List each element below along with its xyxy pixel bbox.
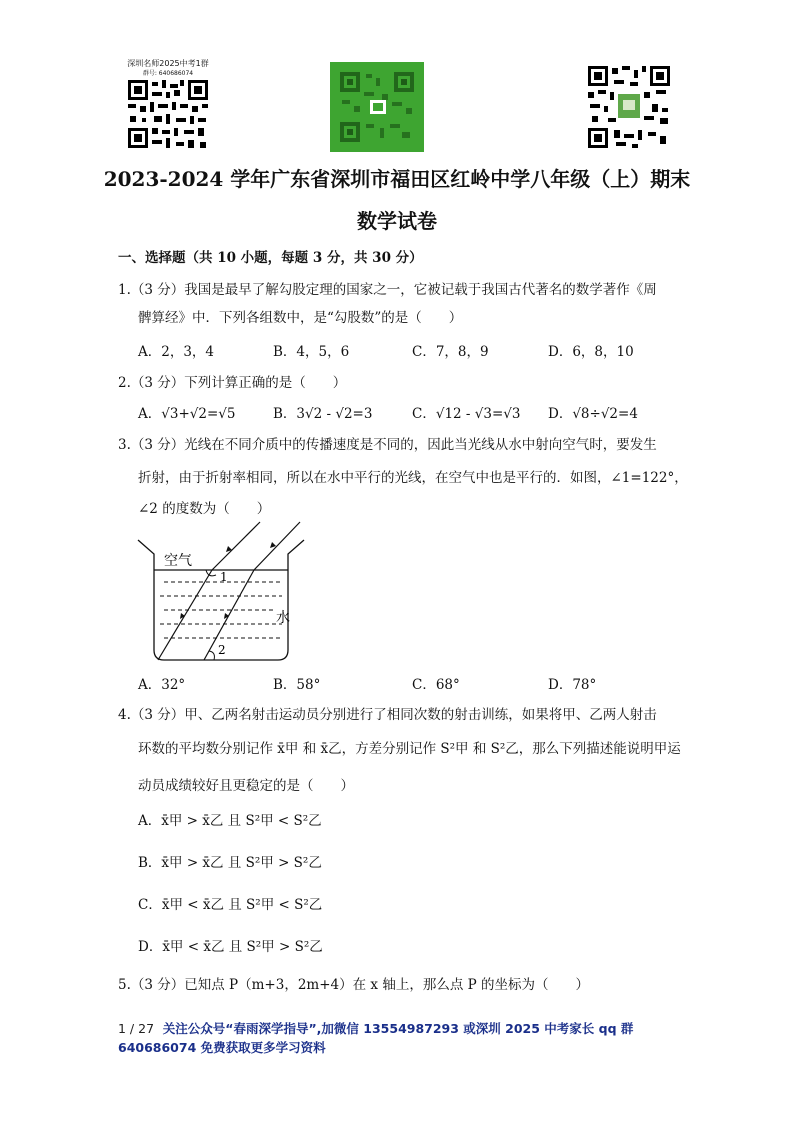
q1-option-d: D．6，8，10	[548, 344, 634, 360]
footer-promo-line2: 640686074 免费获取更多学习资料	[118, 1040, 326, 1055]
q2-option-c-prefix: C．	[412, 406, 436, 422]
qr-left-pattern	[126, 78, 210, 150]
q2-option-c	[412, 402, 520, 422]
q3-option-b: B．58°	[273, 677, 321, 693]
qr-code-right	[586, 64, 672, 150]
q3-stem-line3: ∠2 的度数为（ ）	[138, 501, 271, 517]
q2-option-b	[273, 402, 372, 422]
exam-title-line1: 2023-2024 学年广东省深圳市福田区红岭中学八年级（上）期末	[103, 167, 691, 191]
q1-stem-line2: 髀算经》中．下列各组数中，是“勾股数”的是（ ）	[138, 310, 463, 326]
q3-stem-line1: 3.（3 分）光线在不同介质中的传播速度是不同的，因此当光线从水中射向空气时，要发生	[118, 437, 657, 453]
q1-option-a: A．2，3，4	[138, 344, 215, 360]
q2-option-d-text: √8÷√2=4	[572, 406, 638, 422]
q2-stem: 2.（3 分）下列计算正确的是（ ）	[118, 375, 347, 391]
q3-fig-angle2-label: 2	[218, 643, 226, 657]
q3-fig-air-label: 空气	[164, 553, 192, 569]
q1-stem-line1: 1.（3 分）我国是最早了解勾股定理的国家之一，它被记载于我国古代著名的数学著作《周	[118, 282, 657, 298]
q3-option-c: C．68°	[412, 677, 460, 693]
q1-option-c: C．7，8，9	[412, 344, 489, 360]
q3-refraction-figure	[136, 518, 306, 666]
q1-option-b: B．4，5，6	[273, 344, 350, 360]
footer-promo-line1: 关注公众号“春雨深学指导”,加微信 13554987293 或深圳 2025 中考家长 qq 群	[162, 1021, 634, 1036]
q2-option-b-text: 3√2 - √2=3	[296, 406, 373, 422]
qr-right-pattern	[586, 64, 672, 150]
q2-option-b-prefix: B．	[273, 406, 297, 422]
q2-option-a-prefix: A．	[138, 406, 162, 422]
q4-stem-line1: 4.（3 分）甲、乙两名射击运动员分别进行了相同次数的射击训练，如果将甲、乙两人射击	[118, 707, 657, 723]
section-header-choice: 一、选择题（共 10 小题，每题 3 分，共 30 分）	[118, 250, 423, 266]
q3-stem-line2: 折射，由于折射率相同，所以在水中平行的光线，在空气中也是平行的．如图，∠1=122°，	[138, 470, 688, 486]
q3-option-d: D．78°	[548, 677, 597, 693]
qr-center-pattern	[330, 62, 424, 152]
q2-option-d-prefix: D．	[548, 406, 573, 422]
exam-title-line2: 数学试卷	[357, 209, 437, 233]
q4-option-a: A．x̄甲 > x̄乙 且 S²甲 < S²乙	[138, 813, 322, 829]
q4-option-b: B．x̄甲 > x̄乙 且 S²甲 > S²乙	[138, 855, 322, 871]
q3-fig-angle1-label: 1	[220, 570, 228, 584]
q2-option-a	[138, 402, 235, 422]
q2-option-d	[548, 402, 638, 422]
q4-option-c: C．x̄甲 < x̄乙 且 S²甲 < S²乙	[138, 897, 323, 913]
q4-stem-line2: 环数的平均数分别记作 x̄甲 和 x̄乙，方差分别记作 S²甲 和 S²乙，那么下列描述能说明甲运	[138, 741, 681, 757]
q5-stem: 5.（3 分）已知点 P（m+3，2m+4）在 x 轴上，那么点 P 的坐标为（ ）	[118, 977, 589, 993]
page-number: 1 / 27	[118, 1021, 155, 1036]
page-footer	[118, 1019, 678, 1057]
qr-left-subcaption: 群号: 640686074	[142, 70, 194, 77]
q4-stem-line3: 动员成绩较好且更稳定的是（ ）	[138, 778, 354, 794]
qr-code-left	[122, 58, 214, 150]
q2-option-a-text: √3+√2=√5	[161, 406, 236, 422]
q3-option-a: A．32°	[138, 677, 186, 693]
q4-option-d: D．x̄甲 < x̄乙 且 S²甲 > S²乙	[138, 939, 323, 955]
q2-option-c-text: √12 - √3=√3	[435, 406, 521, 422]
q3-fig-water-label: 水	[276, 610, 290, 626]
qr-code-center	[330, 62, 424, 152]
qr-left-caption: 深圳名师2025中考1群	[127, 59, 209, 68]
footer-line1	[118, 1019, 678, 1038]
